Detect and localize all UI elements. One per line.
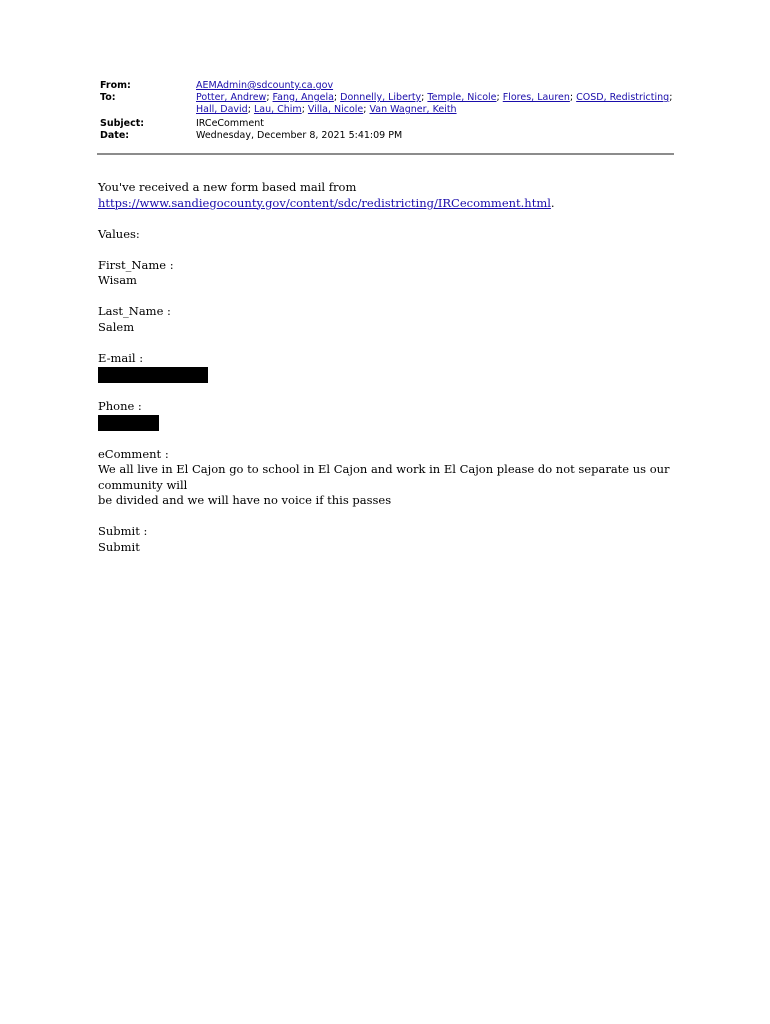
date-label: Date: xyxy=(100,130,130,141)
last-name-value: Salem xyxy=(98,319,135,334)
date-value: Wednesday, December 8, 2021 5:41:09 PM xyxy=(196,130,403,141)
intro-link-line: https://www.sandiegocounty.gov/content/sdc/redistricting/IRCecomment.html. xyxy=(98,195,555,210)
submit-label: Submit : xyxy=(98,524,148,538)
first-name-label: First_Name : xyxy=(98,257,174,272)
form-url-link[interactable]: https://www.sandiegocounty.gov/content/sdc/redistricting/IRCecomment.html xyxy=(98,195,551,210)
email-label: E-mail : xyxy=(98,350,144,365)
recipient-link[interactable]: Temple, Nicole xyxy=(427,92,497,103)
subject-label: Subject: xyxy=(100,118,145,129)
recipient-link[interactable]: Villa, Nicole xyxy=(307,104,364,115)
last-name-label: Last_Name : xyxy=(98,304,171,318)
recipient-link[interactable]: Van Wagner, Keith xyxy=(369,104,457,115)
subject-row xyxy=(100,118,674,130)
header-divider xyxy=(97,153,674,155)
values-label: Values: xyxy=(98,226,140,241)
recipient-link[interactable]: Donnelly, Liberty xyxy=(340,92,422,103)
email-header xyxy=(100,80,674,142)
recipient-link[interactable]: COSD, Redistricting xyxy=(576,92,670,103)
ecomment-line-2: be divided and we will have no voice if this passes xyxy=(98,493,392,507)
submit-value: Submit xyxy=(98,539,140,554)
redacted-email xyxy=(98,367,208,383)
to-row xyxy=(100,92,674,116)
recipient-link[interactable]: Hall, David xyxy=(196,104,248,115)
recipient-link[interactable]: Potter, Andrew xyxy=(196,92,267,103)
redacted-phone xyxy=(98,415,159,431)
date-row xyxy=(100,130,674,142)
recipient-link[interactable]: Fang, Angela xyxy=(272,92,334,103)
recipient-link[interactable]: Flores, Lauren xyxy=(502,92,570,103)
intro-text: You've received a new form based mail from xyxy=(98,180,357,194)
from-email-link[interactable]: AEMAdmin@sdcounty.ca.gov xyxy=(196,80,334,91)
ecomment-label: eComment : xyxy=(98,446,169,461)
message-body xyxy=(98,180,673,555)
from-row xyxy=(100,80,674,92)
first-name-value: Wisam xyxy=(98,273,137,287)
to-label: To: xyxy=(100,92,116,103)
phone-label: Phone : xyxy=(98,398,142,413)
recipient-link[interactable]: Lau, Chim xyxy=(253,104,302,115)
ecomment-line-1: We all live in El Cajon go to school in El Cajon and work in El Cajon please do not separate us our community will xyxy=(98,462,670,492)
to-recipients: Potter, Andrew; Fang, Angela; Donnelly, Liberty; Temple, Nicole; Flores, Lauren; COSD, Redistricting; Hall, David; Lau, Chim; Villa, Nicole; Van Wagner, Keith xyxy=(196,92,673,115)
from-label: From: xyxy=(100,80,131,91)
subject-value: IRCeComment xyxy=(196,118,264,129)
